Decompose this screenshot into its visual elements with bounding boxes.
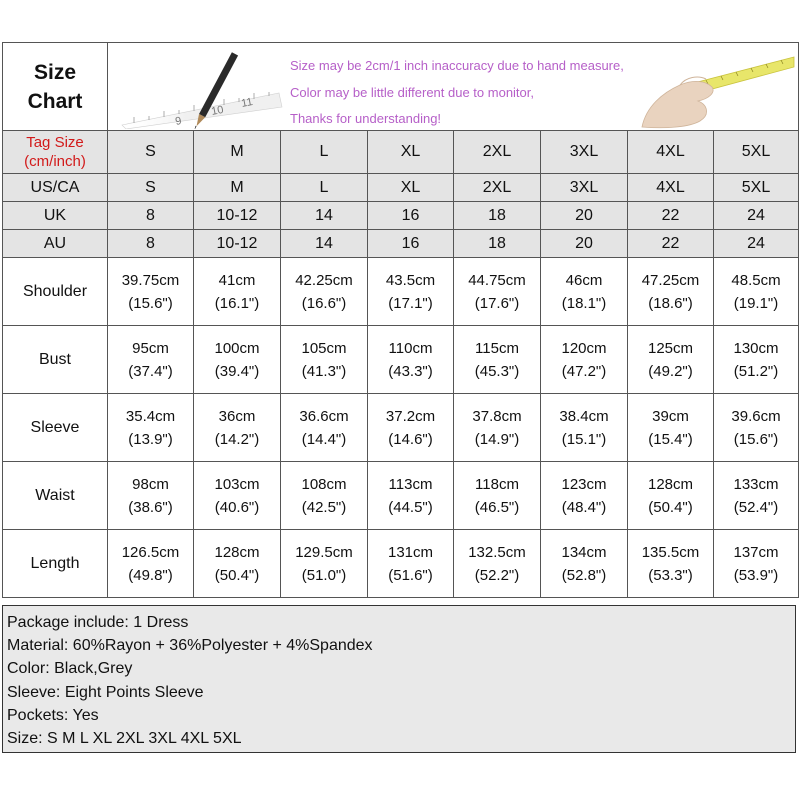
cm-value: 108cm [301, 475, 347, 493]
measurement-cell [108, 462, 194, 530]
notice-thanks: Thanks for understanding! [290, 111, 442, 126]
inch-value: (42.5") [301, 498, 347, 516]
inch-value: (51.0") [301, 566, 347, 584]
inch-value: (14.4") [301, 430, 347, 448]
conversion-cell: L [281, 174, 368, 202]
inch-value: (44.5") [388, 498, 433, 516]
inch-value: (14.2") [214, 430, 260, 448]
measurement-cell [281, 258, 368, 326]
ruler-number-10: 10 [210, 103, 225, 118]
measurement-cell [454, 530, 541, 598]
inch-value: (50.4") [214, 566, 260, 584]
tag-size-cell: 2XL [454, 131, 541, 174]
conversion-row-us-ca [3, 174, 799, 202]
notice-banner [108, 43, 799, 131]
cm-value: 126.5cm [121, 543, 180, 561]
inch-value: (19.1") [733, 294, 779, 312]
measurement-cell [628, 462, 714, 530]
conversion-cell: 8 [108, 230, 194, 258]
conversion-row-au [3, 230, 799, 258]
ruler-number-9: 9 [174, 114, 183, 128]
inch-value: (15.6") [733, 430, 779, 448]
cm-value: 128cm [214, 543, 260, 561]
inch-value: (53.9") [733, 566, 779, 584]
inch-value: (51.6") [388, 566, 433, 584]
inch-value: (13.9") [128, 430, 173, 448]
measurement-cell [541, 258, 628, 326]
measurement-cell [541, 462, 628, 530]
cm-value: 37.8cm [472, 407, 522, 425]
measurement-cell [628, 394, 714, 462]
conversion-cell: 14 [281, 230, 368, 258]
conversion-cell: 4XL [628, 174, 714, 202]
conversion-cell: S [108, 174, 194, 202]
measurement-cell [194, 530, 281, 598]
conversion-row-uk [3, 202, 799, 230]
cm-value: 123cm [561, 475, 607, 493]
measurement-cell [714, 394, 799, 462]
measurement-cell [628, 530, 714, 598]
conversion-label: AU [3, 230, 108, 258]
hand-measuring-tape-icon [636, 45, 796, 129]
cm-value: 125cm [647, 339, 694, 357]
inch-value: (14.6") [388, 430, 433, 448]
cm-value: 100cm [214, 339, 260, 357]
conversion-cell: XL [368, 174, 454, 202]
conversion-cell: 22 [628, 202, 714, 230]
cm-value: 130cm [733, 339, 779, 357]
cm-value: 44.75cm [468, 271, 526, 289]
tag-size-cell: M [194, 131, 281, 174]
inch-value: (37.4") [128, 362, 173, 380]
inch-value: (18.6") [648, 294, 693, 312]
measurement-row-bust [3, 326, 799, 394]
cm-value: 35.4cm [125, 407, 176, 425]
cm-value: 103cm [214, 475, 260, 493]
cm-value: 118cm [475, 475, 519, 493]
title-line-2: Chart [27, 89, 83, 113]
cm-value: 46cm [565, 271, 603, 289]
header-row [3, 43, 799, 131]
cm-value: 134cm [561, 543, 607, 561]
product-info-box [2, 605, 796, 753]
conversion-cell: 3XL [541, 174, 628, 202]
measurement-cell [194, 394, 281, 462]
inch-value: (52.2") [474, 566, 520, 584]
measurement-label: Sleeve [3, 394, 108, 462]
measurement-cell [454, 462, 541, 530]
conversion-cell: 20 [541, 202, 628, 230]
tag-size-cell: L [281, 131, 368, 174]
measurement-row-waist [3, 462, 799, 530]
measurement-cell [108, 394, 194, 462]
measurement-cell [454, 326, 541, 394]
conversion-cell: 24 [714, 202, 799, 230]
cm-value: 37.2cm [385, 407, 436, 425]
measurement-cell [108, 530, 194, 598]
tag-size-cell: 5XL [714, 131, 799, 174]
ruler-number-11: 11 [240, 95, 254, 110]
cm-value: 47.25cm [641, 271, 700, 289]
measurement-cell [368, 530, 454, 598]
inch-value: (15.1") [561, 430, 607, 448]
measurement-cell [281, 326, 368, 394]
measurement-cell [541, 530, 628, 598]
measurement-cell [281, 462, 368, 530]
measurement-row-sleeve [3, 394, 799, 462]
inch-value: (40.6") [214, 498, 260, 516]
measurement-cell [541, 326, 628, 394]
measurement-cell [628, 326, 714, 394]
tag-size-label [3, 131, 108, 174]
inch-value: (17.6") [474, 294, 520, 312]
measurement-cell [714, 326, 799, 394]
measurement-label: Bust [3, 326, 108, 394]
info-material: Material: 60%Rayon + 36%Polyester + 4%Spandex [7, 637, 373, 655]
cm-value: 95cm [132, 339, 169, 357]
inch-value: (43.3") [388, 362, 433, 380]
info-sleeve: Sleeve: Eight Points Sleeve [7, 683, 204, 701]
cm-value: 39.6cm [731, 407, 781, 425]
notice-measure-accuracy: Size may be 2cm/1 inch inaccuracy due to hand measure, [290, 58, 624, 73]
size-chart-table [2, 42, 799, 598]
inch-value: (53.3") [648, 566, 693, 584]
info-color: Color: Black,Grey [7, 660, 133, 678]
measurement-cell [714, 530, 799, 598]
inch-value: (52.8") [561, 566, 607, 584]
conversion-cell: 8 [108, 202, 194, 230]
measurement-label: Shoulder [3, 258, 108, 326]
tag-size-label-line-1: Tag Size [26, 134, 84, 151]
inch-value: (16.1") [214, 294, 260, 312]
cm-value: 120cm [561, 339, 607, 357]
cm-value: 98cm [132, 475, 169, 493]
cm-value: 48.5cm [731, 271, 781, 289]
inch-value: (49.2") [648, 362, 693, 380]
measurement-row-shoulder [3, 258, 799, 326]
conversion-cell: 18 [454, 230, 541, 258]
measurement-label: Length [3, 530, 108, 598]
measurement-cell [368, 326, 454, 394]
cm-value: 137cm [733, 543, 779, 561]
tag-size-label-line-2: (cm/inch) [24, 153, 86, 170]
cm-value: 135.5cm [641, 543, 700, 561]
pen-ruler-icon [114, 45, 284, 129]
info-package: Package include: 1 Dress [7, 614, 189, 631]
measurement-label: Waist [3, 462, 108, 530]
inch-value: (47.2") [561, 362, 607, 380]
cm-value: 36.6cm [299, 407, 349, 425]
inch-value: (17.1") [388, 294, 433, 312]
cm-value: 41cm [218, 271, 256, 289]
conversion-cell: 10-12 [194, 230, 281, 258]
cm-value: 36cm [218, 407, 256, 425]
cm-value: 133cm [733, 475, 779, 493]
cm-value: 132.5cm [468, 543, 526, 561]
cm-value: 39.75cm [121, 271, 180, 289]
conversion-cell: 10-12 [194, 202, 281, 230]
measurement-cell [108, 258, 194, 326]
cm-value: 129.5cm [295, 543, 353, 561]
inch-value: (14.9") [474, 430, 520, 448]
tag-size-row [3, 131, 799, 174]
conversion-cell: 5XL [714, 174, 799, 202]
measurement-cell [194, 462, 281, 530]
cm-value: 42.25cm [295, 271, 353, 289]
inch-value: (48.4") [561, 498, 607, 516]
tag-size-cell: XL [368, 131, 454, 174]
measurement-cell [541, 394, 628, 462]
cm-value: 38.4cm [559, 407, 609, 425]
tag-size-cell: 4XL [628, 131, 714, 174]
measurement-row-length [3, 530, 799, 598]
notice-color-difference: Color may be little different due to monitor, [290, 85, 534, 100]
inch-value: (50.4") [648, 498, 693, 516]
inch-value: (45.3") [474, 362, 520, 380]
cm-value: 128cm [647, 475, 694, 493]
conversion-label: US/CA [3, 174, 108, 202]
measurement-cell [281, 530, 368, 598]
inch-value: (51.2") [733, 362, 779, 380]
cm-value: 105cm [301, 339, 347, 357]
cm-value: 113cm [388, 475, 433, 493]
inch-value: (49.8") [128, 566, 173, 584]
measurement-cell [454, 394, 541, 462]
conversion-cell: 24 [714, 230, 799, 258]
measurement-cell [714, 258, 799, 326]
measurement-cell [454, 258, 541, 326]
conversion-cell: 16 [368, 202, 454, 230]
conversion-cell: 20 [541, 230, 628, 258]
conversion-label: UK [3, 202, 108, 230]
cm-value: 39cm [652, 407, 689, 425]
conversion-cell: 2XL [454, 174, 541, 202]
inch-value: (16.6") [301, 294, 347, 312]
tag-size-cell: S [108, 131, 194, 174]
inch-value: (15.6") [128, 294, 173, 312]
conversion-cell: 18 [454, 202, 541, 230]
measurement-cell [194, 258, 281, 326]
conversion-cell: M [194, 174, 281, 202]
inch-value: (18.1") [561, 294, 607, 312]
measurement-cell [108, 326, 194, 394]
title-line-1: Size [33, 60, 77, 84]
measurement-cell [281, 394, 368, 462]
measurement-cell [368, 462, 454, 530]
measurement-cell [368, 394, 454, 462]
cm-value: 110cm [388, 339, 433, 357]
inch-value: (15.4") [648, 430, 693, 448]
size-chart-title [3, 43, 108, 131]
cm-value: 131cm [387, 543, 434, 561]
measurement-cell [628, 258, 714, 326]
info-size: Size: S M L XL 2XL 3XL 4XL 5XL [7, 729, 242, 747]
info-pockets: Pockets: Yes [7, 706, 99, 724]
conversion-cell: 16 [368, 230, 454, 258]
measurement-cell [714, 462, 799, 530]
inch-value: (46.5") [474, 498, 520, 516]
cm-value: 43.5cm [385, 271, 436, 289]
conversion-cell: 14 [281, 202, 368, 230]
tag-size-cell: 3XL [541, 131, 628, 174]
measurement-cell [194, 326, 281, 394]
conversion-cell: 22 [628, 230, 714, 258]
inch-value: (41.3") [301, 362, 347, 380]
inch-value: (39.4") [214, 362, 260, 380]
measurement-cell [368, 258, 454, 326]
inch-value: (38.6") [128, 498, 173, 516]
cm-value: 115cm [475, 339, 519, 357]
inch-value: (52.4") [733, 498, 779, 516]
